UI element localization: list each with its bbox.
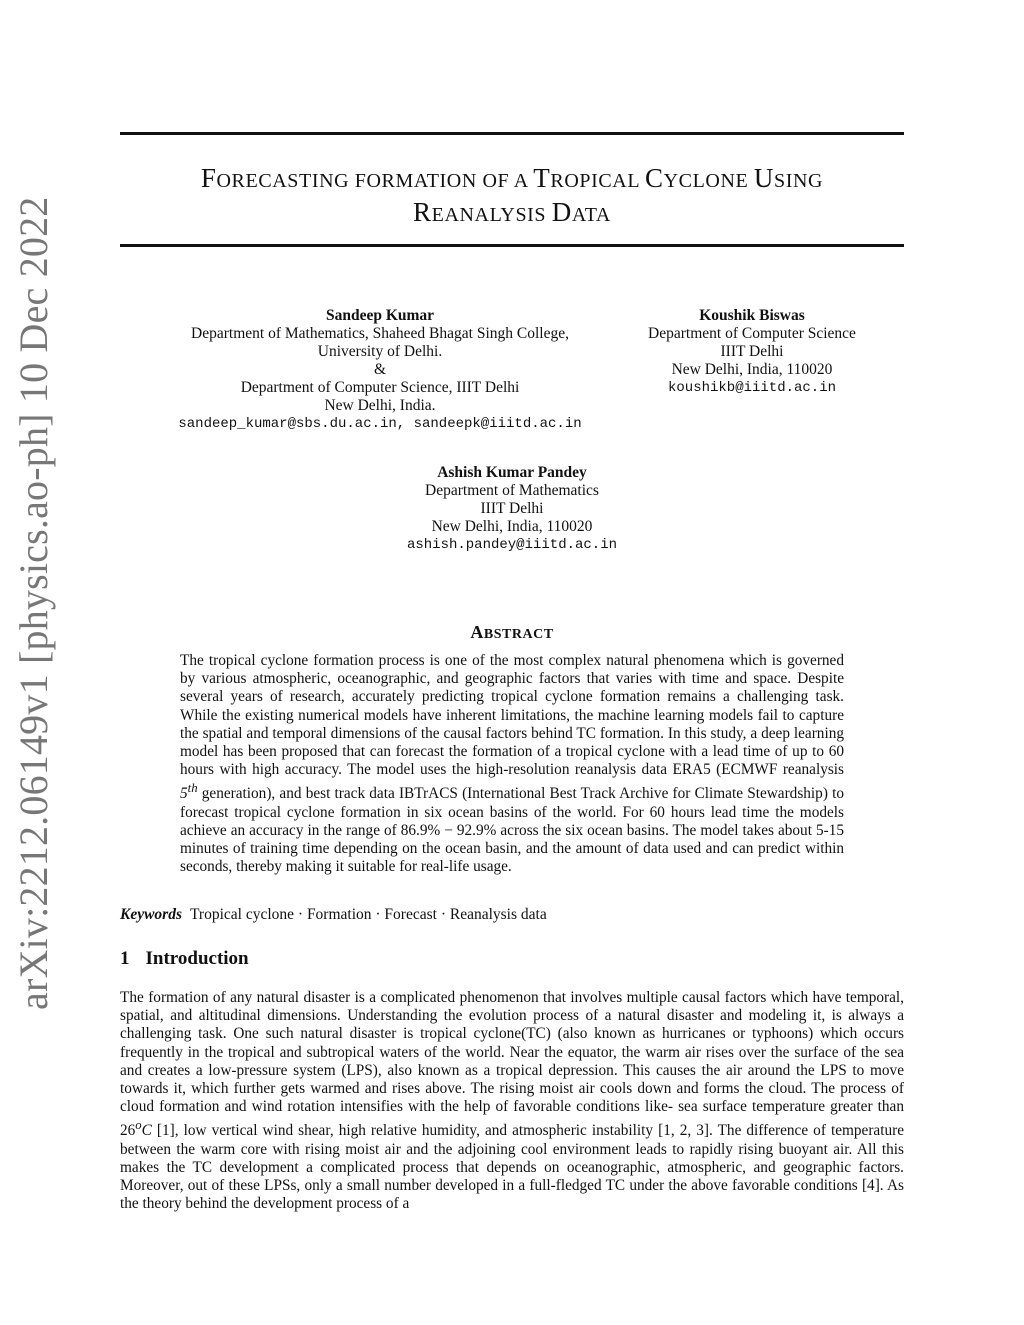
author-name: Sandeep Kumar (325, 307, 435, 324)
title-line-2: REANALYSIS DATA (413, 197, 611, 227)
author-block-sandeep-kumar (150, 307, 610, 433)
author-block-ashish-kumar-pandey (362, 464, 662, 554)
arxiv-identifier: arXiv:2212.06149v1 [physics.ao-ph] 10 Dec 2022 (11, 196, 56, 1010)
author-name: Ashish Kumar Pandey (437, 464, 587, 481)
author-affiliation-line: IIIT Delhi (480, 500, 544, 517)
section-heading-introduction: 1 Introduction (120, 948, 249, 969)
abstract-body: The tropical cyclone formation process is one of the most complex natural phenomena which is governed by various atmospheric, oceanographic, and geographic factors that varies with time and space. Despite several years of research, accurately predicting tropical cyclone formation remains a challenging task. While the existing numerical models have inherent limitations, the machine learning models fail to capture the spatial and temporal dimensions of the causal factors behind TC formation. In this study, a deep learning model has been proposed that can forecast the formation of a tropical cyclone with a lead time of up to 60 hours with high accuracy. The model uses the high-resolution reanalysis data ERA5 (ECMWF reanalysis 5th generation), and best track data IBTrACS (International Best Track Archive for Climate Stewardship) to forecast tropical cyclone formation in six ocean basins of the world. For 60 hours lead time the models achieve an accuracy in the range of 86.9% − 92.9% across the six ocean basins. The model takes about 5-15 minutes of training time depending on the ocean basin, and the amount of data used and can predict within seconds, thereby making it suitable for real-life usage. (180, 652, 844, 876)
keywords-label: Keywords (120, 906, 182, 923)
author-affiliation-line: & (373, 361, 387, 378)
author-affiliation-line: Department of Mathematics (425, 482, 599, 499)
author-affiliation-line: University of Delhi. (317, 343, 443, 360)
title-line-1: FORECASTING FORMATION OF A TROPICAL CYCLONE USING (200, 163, 824, 193)
title-bottom-rule (120, 244, 904, 247)
author-email[interactable]: ashish.pandey@iiitd.ac.in (406, 537, 618, 553)
author-affiliation-line: New Delhi, India, 110020 (671, 361, 833, 378)
author-affiliation-line: New Delhi, India. (324, 397, 436, 414)
author-affiliation-line: Department of Mathematics, Shaheed Bhagat Singh College, (191, 325, 569, 342)
abstract-heading: ABSTRACT (470, 622, 554, 642)
introduction-paragraph: The formation of any natural disaster is a complicated phenomenon that involves multiple causal factors which have temporal, spatial, and altitudinal dimensions. Understanding the evolution process of a natural disaster and modeling it, is always a challenging task. One such natural disaster is tropical cyclone(TC) (also known as hurricanes or typhoons) which occurs frequently in the tropical and subtropical waters of the world. Near the equator, the warm air rises over the surface of the sea and creates a low-pressure system (LPS), also known as a tropical depression. This causes the air around the LPS to move towards it, which further gets warmed and rises above. The rising moist air cools down and forms the cloud. The process of cloud formation and wind rotation intensifies with the help of favorable conditions like- sea surface temperature greater than 26$^o$C [1], low vertical wind shear, high relative humidity, and atmospheric instability [1, 2, 3]. The difference of temperature between the warm core with rising moist air and the adjoining cool environment leads to rapidly rising buoyant air. All this makes the TC development a complicated process that depends on oceanographic, atmospheric, and geographic factors. Moreover, out of these LPSs, only a small number developed in a full-fledged TC under the above favorable conditions [4]. As the theory behind the development process of a (120, 989, 904, 1213)
author-block-koushik-biswas (622, 307, 882, 397)
author-affiliation-line: Department of Computer Science (648, 325, 856, 342)
title-top-rule (120, 132, 904, 135)
author-affiliation-line: New Delhi, India, 110020 (431, 518, 593, 535)
keywords (120, 906, 547, 924)
author-affiliation-line: IIIT Delhi (720, 343, 784, 360)
keywords-list: Tropical cyclone · Formation · Forecast · Reanalysis data (190, 906, 547, 923)
author-name: Koushik Biswas (699, 307, 805, 324)
author-affiliation-line: Department of Computer Science, IIIT Delhi (240, 379, 520, 396)
author-email[interactable]: sandeep_kumar@sbs.du.ac.in, sandeepk@iiitd.ac.in (178, 416, 582, 432)
author-email[interactable]: koushikb@iiitd.ac.in (667, 380, 837, 396)
